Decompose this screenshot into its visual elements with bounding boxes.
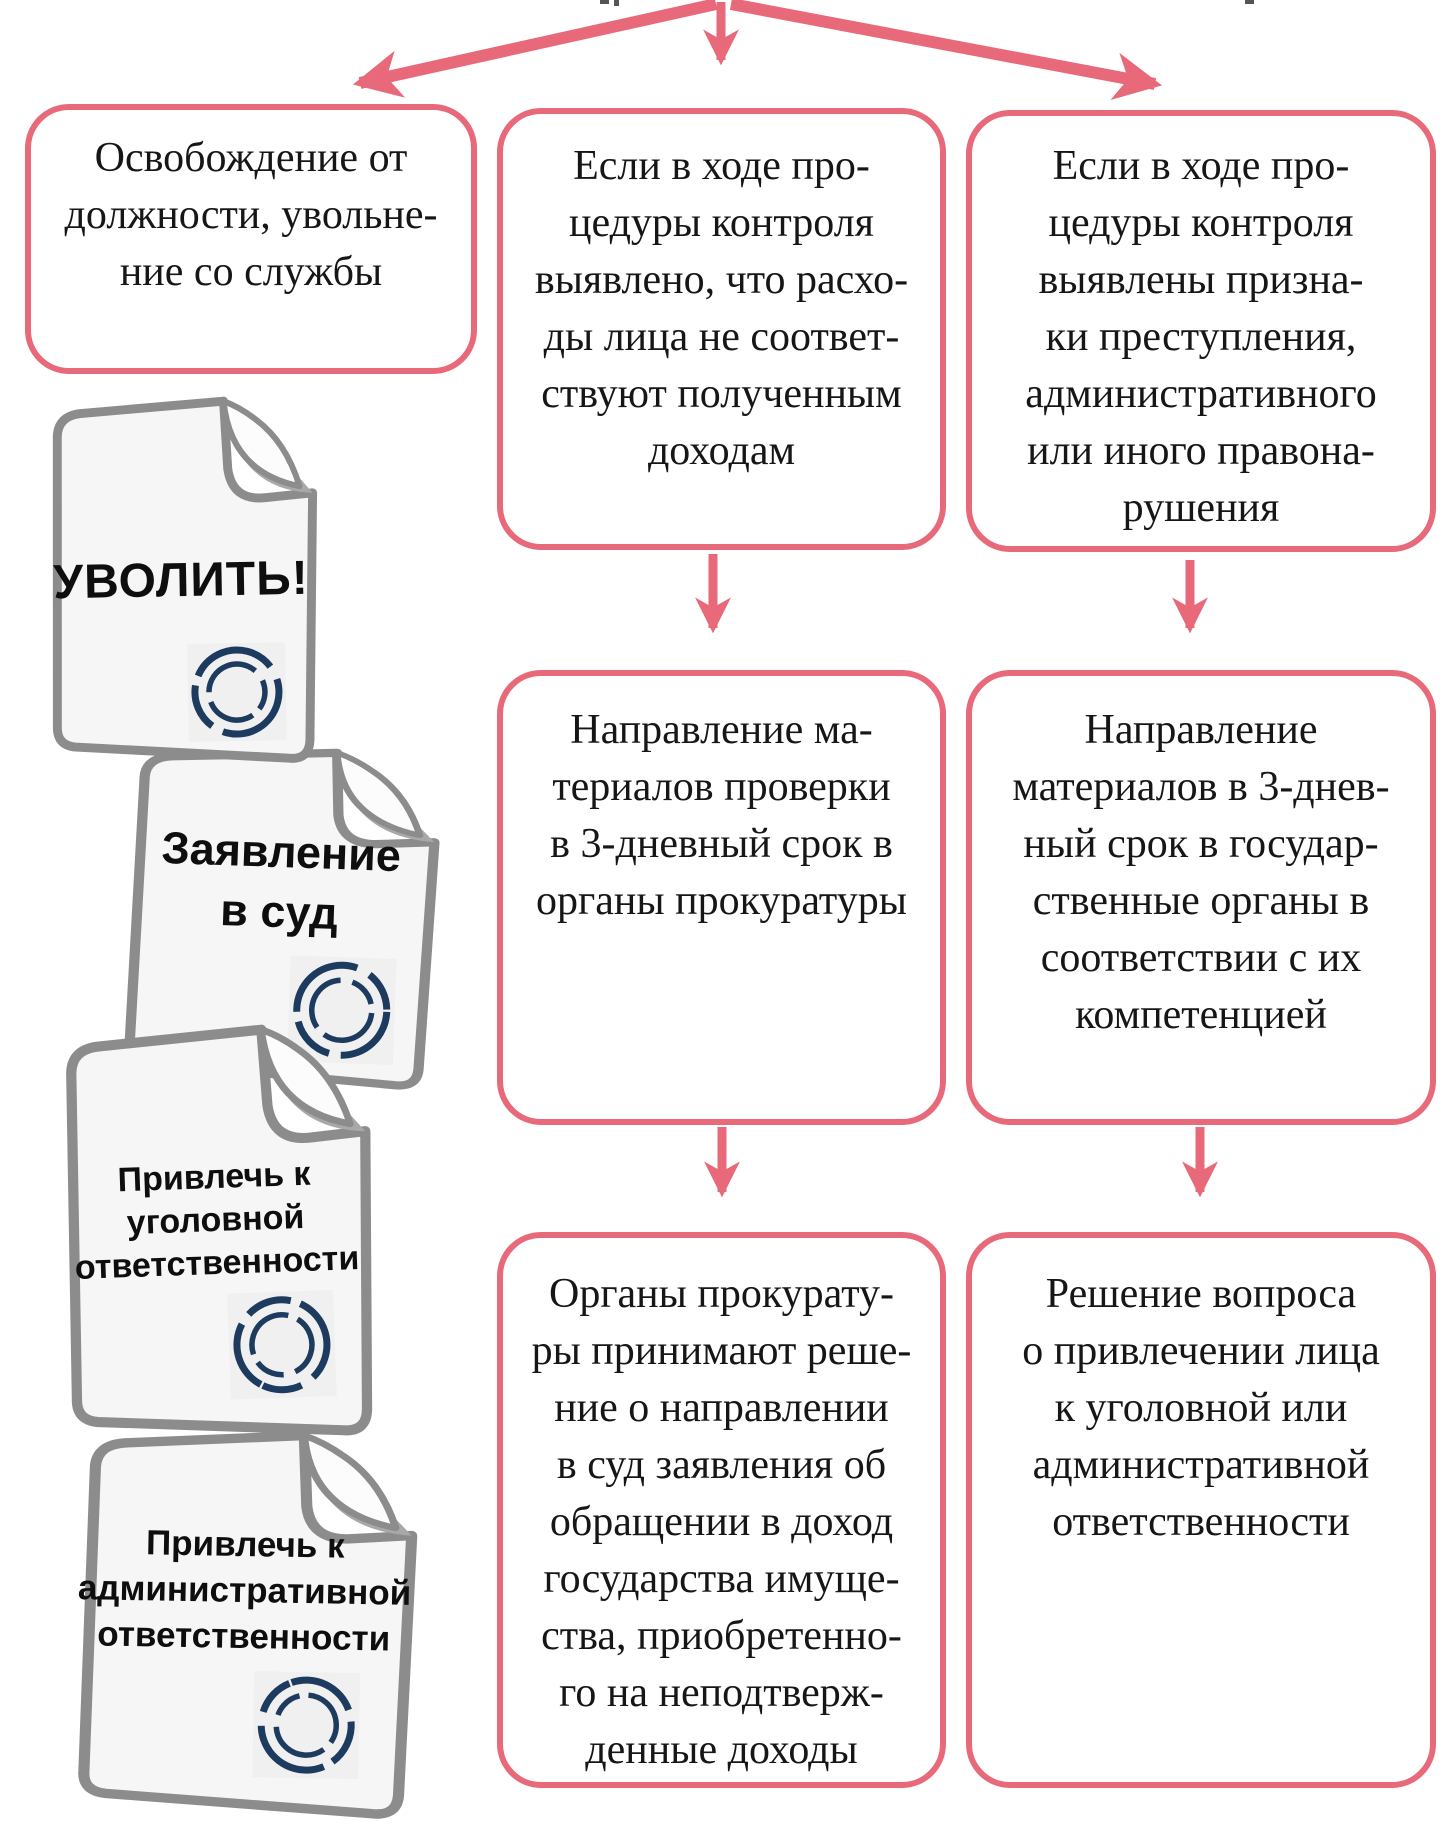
flow-box-send-to-prosecutor-text: Направление ма- териалов проверки в 3-дневный срок в органы прокуратуры — [536, 707, 907, 924]
arrow-to-offense-box — [731, 4, 1155, 84]
flow-box-liability-decision-text: Решение вопроса о привлечении лица к уголовной или административной ответственности — [1022, 1271, 1380, 1545]
round-stamp-icon — [225, 1288, 339, 1402]
flow-box-court-application — [497, 1232, 946, 1788]
flow-box-liability-decision — [966, 1232, 1436, 1788]
arrow-to-dismissal — [360, 4, 716, 83]
paper-note-fire-text: УВОЛИТЬ! — [52, 551, 310, 610]
flow-box-court-application-text: Органы прокурату- ры принимают реше- ние о направлении в суд заявления об обращении в доход государства имуще- ства, приобретенно- го на неподтверж- денные доходы — [531, 1271, 912, 1773]
paper-note-administrative — [55, 1419, 434, 1827]
flow-box-expenses-mismatch-text: Если в ходе про- цедуры контроля выявлено, что расхо- ды лица не соответ- ствуют полученным доходам — [534, 143, 909, 474]
flow-box-dismissal — [25, 104, 477, 374]
flow-box-dismissal-text: Освобождение от должности, увольне- ние со службы — [64, 135, 438, 295]
paper-note-fire — [29, 387, 334, 774]
cropped-text-artifact — [1245, 0, 1254, 4]
paper-note-criminal-text: Привлечь к уголовной ответственности — [74, 1154, 360, 1287]
paper-note-criminal — [38, 1012, 395, 1454]
cropped-text-artifact — [600, 0, 609, 4]
flow-box-expenses-mismatch — [497, 108, 946, 550]
flow-box-offense-signs-text: Если в ходе про- цедуры контроля выявлены призна- ки преступления, административного или иного правона- рушения — [1025, 143, 1377, 531]
flow-box-send-to-prosecutor — [497, 670, 946, 1125]
paper-note-administrative-text: Привлечь к административной ответственности — [77, 1523, 412, 1659]
flow-box-send-to-state-bodies-text: Направление материалов в 3-днев- ный срок в государ- ственные органы в соответствии с их компетенцией — [1012, 707, 1390, 1038]
flow-box-offense-signs — [966, 110, 1436, 552]
cropped-text-artifact — [614, 0, 619, 6]
paper-note-court-statement-text: Заявление в суд — [160, 821, 402, 940]
flow-box-send-to-state-bodies — [966, 670, 1436, 1125]
round-stamp-icon — [181, 636, 293, 748]
round-stamp-icon — [250, 1669, 362, 1781]
